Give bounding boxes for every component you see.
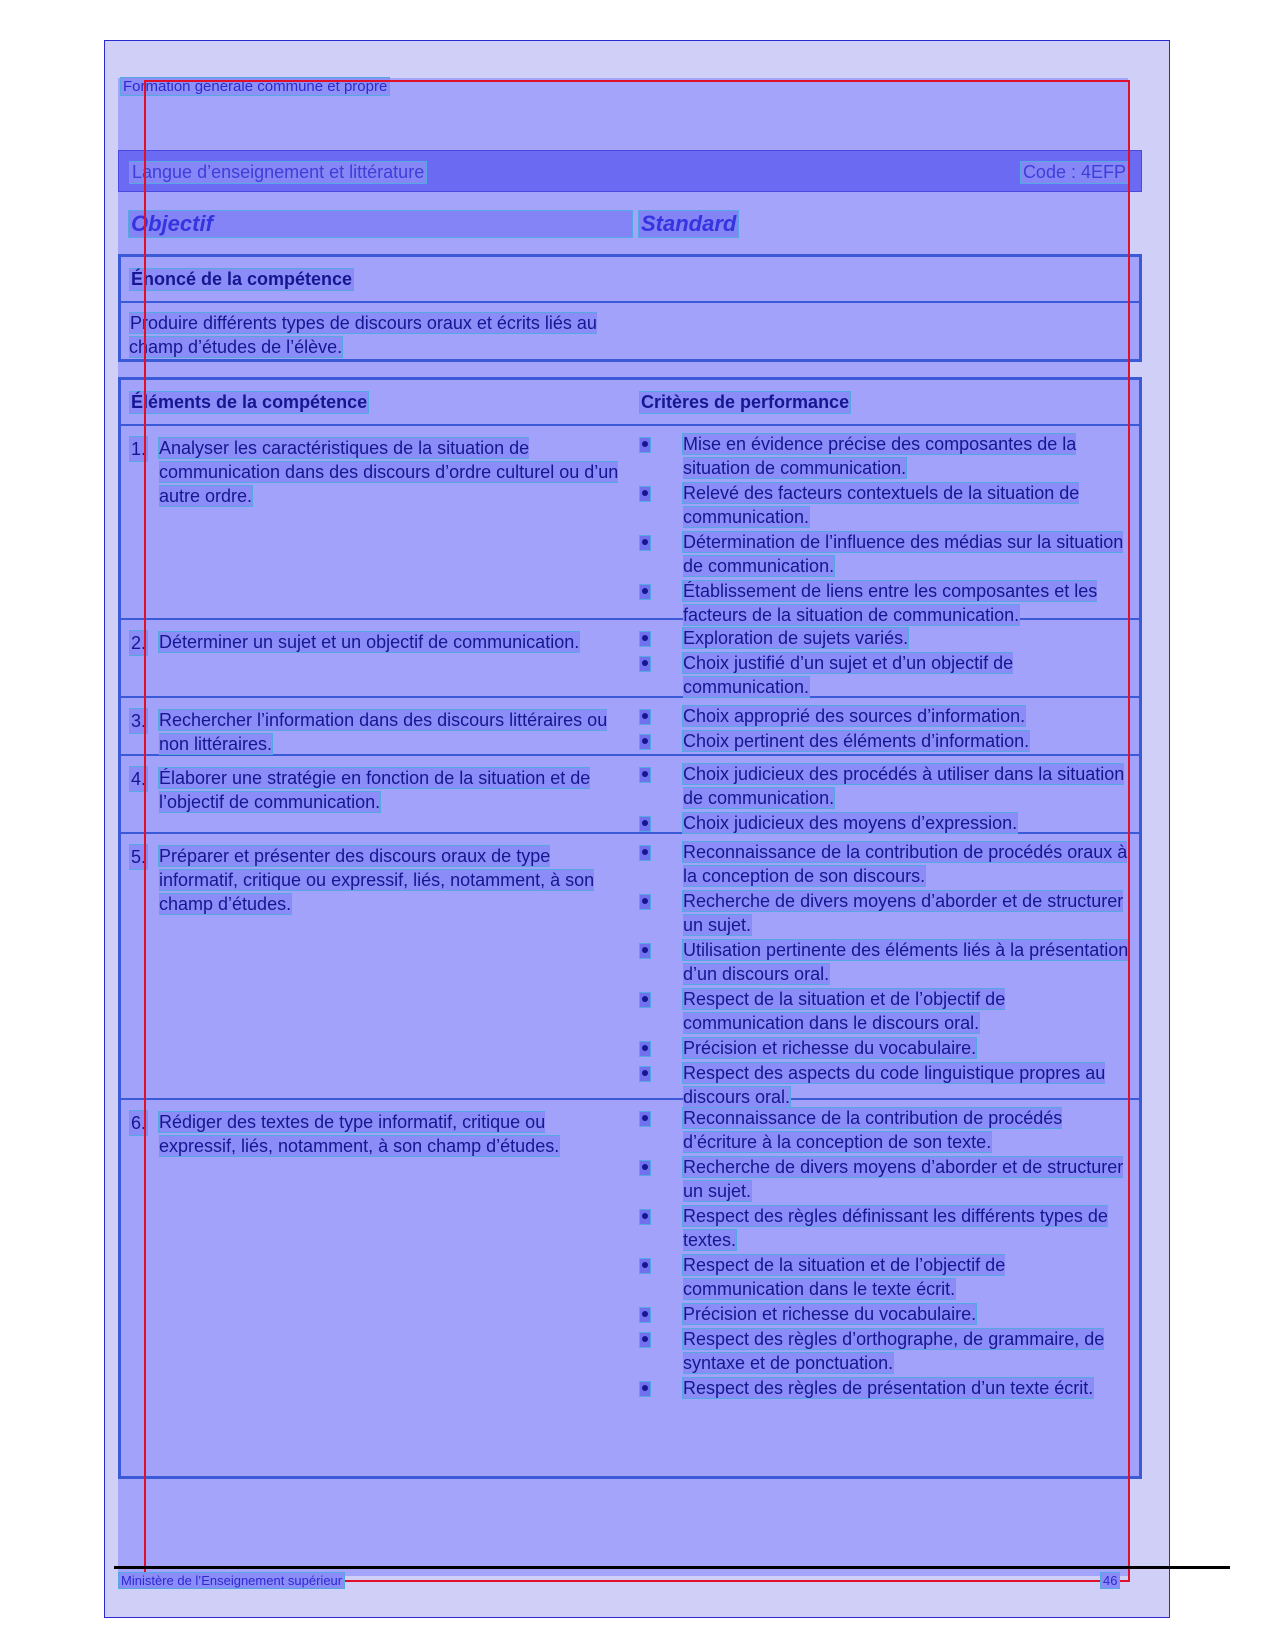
criterion-text: Choix approprié des sources d’information.: [683, 706, 1026, 726]
criterion-text: Reconnaissance de la contribution de procédés d’écriture à la conception de son texte.: [683, 1108, 1063, 1152]
bullet-icon: [639, 894, 651, 910]
criterion-item: [639, 530, 1129, 578]
footer-rule: [114, 1566, 1230, 1569]
course-code: Code : 4EFP: [1020, 161, 1129, 184]
element-cell: [129, 436, 619, 508]
element-text: Rechercher l’information dans des discours littéraires ou non littéraires.: [159, 710, 608, 754]
criterion-text: Utilisation pertinente des éléments liés à la présentation d’un discours oral.: [683, 940, 1129, 984]
enonce-box: [118, 254, 1142, 362]
criterion-item: [639, 651, 1129, 699]
criterion-text: Exploration de sujets variés.: [683, 628, 909, 648]
criterion-text: Recherche de divers moyens d’aborder et de structurer un sujet.: [683, 1157, 1124, 1201]
enonce-text: Produire différents types de discours oraux et écrits liés au champ d’études de l’élève.: [129, 313, 597, 357]
element-number: 5.: [129, 844, 148, 870]
bullet-icon: [639, 709, 651, 725]
element-cell: [129, 1110, 619, 1158]
element-number: 6.: [129, 1110, 148, 1136]
course-title-bar: [118, 150, 1142, 192]
element-text: Rédiger des textes de type informatif, critique ou expressif, liés, notamment, à son champ d’études.: [159, 1112, 560, 1156]
bullet-icon: [639, 584, 651, 600]
criterion-text: Précision et richesse du vocabulaire.: [683, 1038, 977, 1058]
bullet-icon: [639, 1041, 651, 1057]
criterion-text: Établissement de liens entre les composantes et les facteurs de la situation de communication.: [683, 581, 1098, 625]
table-row: [121, 834, 1139, 1107]
criterion-text: Respect des aspects du code linguistique propres au discours oral.: [683, 1063, 1106, 1107]
criterion-item: [639, 432, 1129, 480]
criterion-item: [639, 1302, 1129, 1326]
objectif-label: Objectif: [128, 210, 633, 238]
criteria-cell: [639, 626, 1129, 700]
course-name: Langue d’enseignement et littérature: [129, 161, 427, 184]
table-row: [121, 1100, 1139, 1438]
table-row: [121, 756, 1139, 834]
criteria-cell: [639, 762, 1129, 836]
bullet-icon: [639, 845, 651, 861]
table-body: [121, 426, 1139, 1438]
criterion-text: Précision et richesse du vocabulaire.: [683, 1304, 977, 1324]
criterion-text: Choix judicieux des procédés à utiliser dans la situation de communication.: [683, 764, 1125, 808]
enonce-header: [121, 257, 1139, 303]
criterion-item: [639, 1106, 1129, 1154]
criterion-text: Détermination de l’influence des médias sur la situation de communication.: [683, 532, 1124, 576]
element-cell: [129, 766, 619, 814]
criteria-cell: [639, 704, 1129, 754]
element-number: 2.: [129, 630, 148, 656]
bullet-icon: [639, 1111, 651, 1127]
element-number: 3.: [129, 708, 148, 734]
criterion-text: Recherche de divers moyens d’aborder et de structurer un sujet.: [683, 891, 1124, 935]
enonce-title: Énoncé de la compétence: [131, 269, 353, 289]
criterion-text: Respect de la situation et de l’objectif de communication dans le discours oral.: [683, 989, 1006, 1033]
criteria-cell: [639, 432, 1129, 628]
criterion-item: [639, 481, 1129, 529]
criterion-item: [639, 1253, 1129, 1301]
criterion-text: Choix justifié d’un sujet et d’un objectif de communication.: [683, 653, 1014, 697]
criterion-item: [639, 626, 1129, 650]
bullet-icon: [639, 1160, 651, 1176]
criteria-cell: [639, 1106, 1129, 1401]
criterion-item: [639, 1155, 1129, 1203]
element-cell: [129, 844, 619, 916]
bullet-icon: [639, 734, 651, 750]
criterion-text: Choix judicieux des moyens d’expression.: [683, 813, 1018, 833]
element-number: 4.: [129, 766, 148, 792]
criterion-text: Respect de la situation et de l’objectif de communication dans le texte écrit.: [683, 1255, 1006, 1299]
criterion-text: Respect des règles de présentation d’un texte écrit.: [683, 1378, 1094, 1398]
criterion-item: [639, 1036, 1129, 1060]
criterion-text: Respect des règles d’orthographe, de grammaire, de syntaxe et de ponctuation.: [683, 1329, 1105, 1373]
element-cell: [129, 630, 619, 654]
table-row: [121, 620, 1139, 698]
bullet-icon: [639, 1332, 651, 1348]
element-cell: [129, 708, 619, 756]
criterion-item: [639, 889, 1129, 937]
footer-page-number: 46: [1100, 1572, 1120, 1589]
bullet-icon: [639, 631, 651, 647]
bullet-icon: [639, 1381, 651, 1397]
bullet-icon: [639, 535, 651, 551]
bullet-icon: [639, 1307, 651, 1323]
col-elements-header: Éléments de la compétence: [131, 392, 368, 412]
bullet-icon: [639, 767, 651, 783]
criteria-cell: [639, 840, 1129, 1110]
criterion-text: Mise en évidence précise des composantes de la situation de communication.: [683, 434, 1077, 478]
criterion-item: [639, 1327, 1129, 1375]
bullet-icon: [639, 992, 651, 1008]
bullet-icon: [639, 1209, 651, 1225]
competence-table: [118, 377, 1142, 1479]
criterion-text: Choix pertinent des éléments d’information.: [683, 731, 1030, 751]
criterion-text: Reconnaissance de la contribution de procédés oraux à la conception de son discours.: [683, 842, 1128, 886]
bullet-icon: [639, 943, 651, 959]
criterion-text: Relevé des facteurs contextuels de la situation de communication.: [683, 483, 1080, 527]
element-number: 1.: [129, 436, 148, 462]
bullet-icon: [639, 816, 651, 832]
criterion-item: [639, 1376, 1129, 1400]
criterion-item: [639, 811, 1129, 835]
col-criteres-header: Critères de performance: [641, 392, 850, 412]
criterion-item: [639, 729, 1129, 753]
criterion-item: [639, 1204, 1129, 1252]
criterion-item: [639, 987, 1129, 1035]
bullet-icon: [639, 1066, 651, 1082]
criterion-item: [639, 704, 1129, 728]
element-text: Analyser les caractéristiques de la situation de communication dans des discours d’ordre culturel ou d’un autre ordre.: [159, 438, 619, 506]
element-text: Préparer et présenter des discours oraux de type informatif, critique ou expressif, liés, notamment, à son champ d’études.: [159, 846, 595, 914]
enonce-body: [121, 303, 607, 367]
footer-ministry: Ministère de l’Enseignement supérieur: [118, 1572, 345, 1589]
criterion-item: [639, 938, 1129, 986]
bullet-icon: [639, 486, 651, 502]
bullet-icon: [639, 1258, 651, 1274]
table-row: [121, 698, 1139, 756]
standard-label: Standard: [638, 210, 739, 238]
criterion-item: [639, 762, 1129, 810]
bullet-icon: [639, 437, 651, 453]
criterion-item: [639, 840, 1129, 888]
table-row: [121, 426, 1139, 625]
bullet-icon: [639, 656, 651, 672]
table-header: [121, 380, 1139, 426]
criterion-text: Respect des règles définissant les différents types de textes.: [683, 1206, 1108, 1250]
program-line: Formation générale commune et propre: [120, 77, 390, 96]
element-text: Déterminer un sujet et un objectif de communication.: [159, 632, 580, 652]
element-text: Élaborer une stratégie en fonction de la situation et de l’objectif de communication.: [159, 768, 591, 812]
